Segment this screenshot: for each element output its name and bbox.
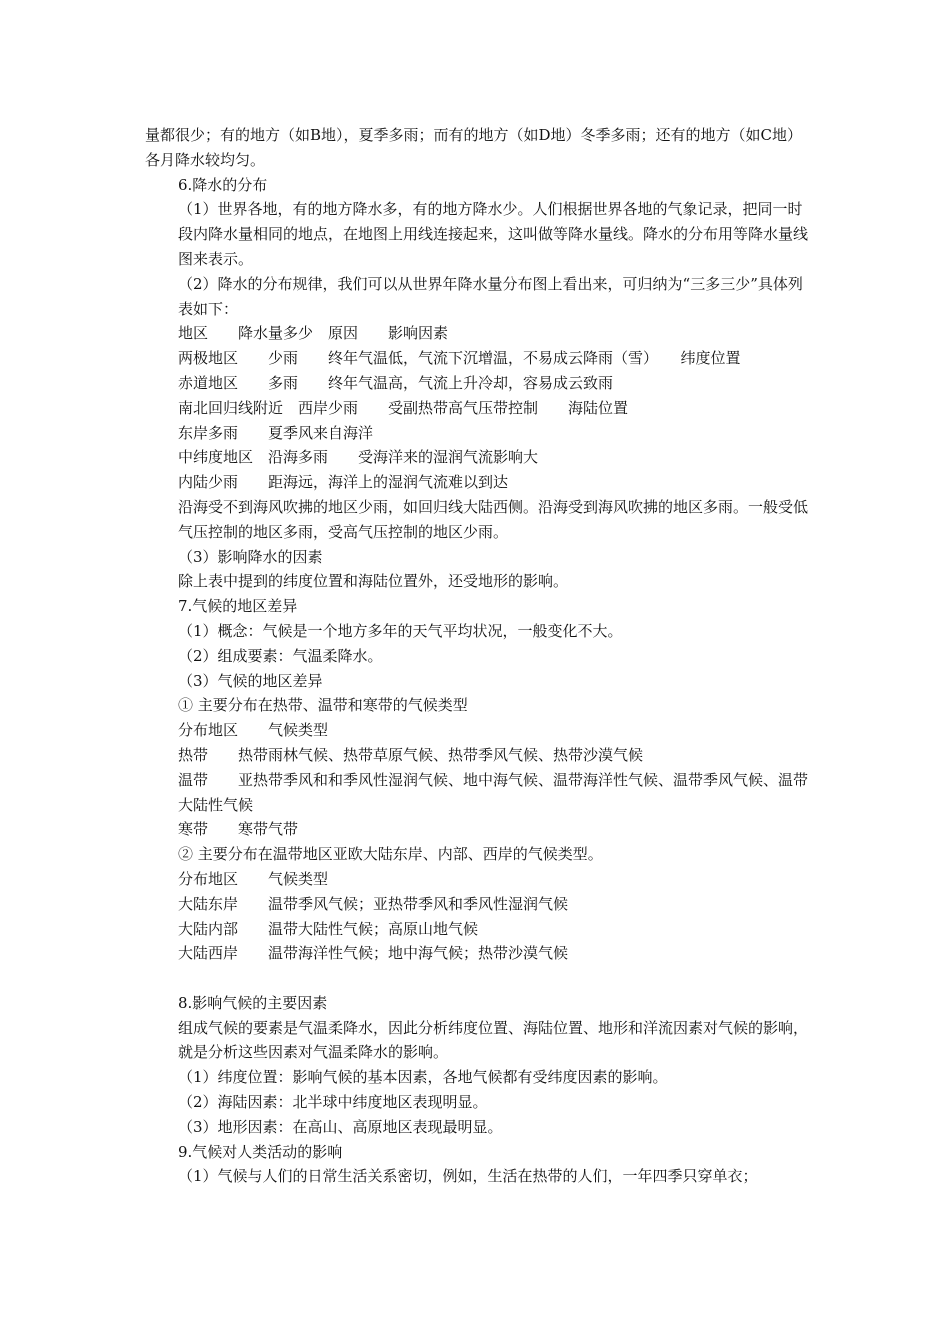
table-row: 热带 热带雨林气候、热带草原气候、热带季风气候、热带沙漠气候 <box>178 745 644 764</box>
paragraph: （1）气候与人们的日常生活关系密切，例如，生活在热带的人们，一年四季只穿单衣； <box>178 1167 758 1186</box>
paragraph: 除上表中提到的纬度位置和海陆位置外，还受地形的影响。 <box>178 572 569 591</box>
table-row: 两极地区 少雨 终年气温低，气流下沉增温，不易成云降雨（雪） 纬度位置 <box>178 349 741 368</box>
table-row: 大陆内部 温带大陆性气候；高原山地气候 <box>178 919 479 938</box>
paragraph: （2）降水的分布规律，我们可以从世界年降水量分布图上看出来，可归纳为“三多三少”具体列表如下： <box>178 274 803 318</box>
blank-line <box>145 966 817 991</box>
paragraph: （2）海陆因素：北半球中纬度地区表现明显。 <box>178 1093 488 1112</box>
paragraph: 组成气候的要素是气温柔降水，因此分析纬度位置、海陆位置、地形和洋流因素对气候的影响，就是分析这些因素对气温柔降水的影响。 <box>178 1018 809 1062</box>
paragraph: （2）组成要素：气温柔降水。 <box>178 646 383 665</box>
table-row: 赤道地区 多雨 终年气温高，气流上升冷却，容易成云致雨 <box>178 373 614 392</box>
paragraph: （1）概念：气候是一个地方多年的天气平均状况，一般变化不大。 <box>178 621 623 640</box>
section-heading: 8.影响气候的主要因素 <box>178 993 328 1012</box>
paragraph: （1）世界各地，有的地方降水多，有的地方降水少。人们根据世界各地的气象记录，把同一时段内降水量相同的地点，在地图上用线连接起来，这叫做等降水量线。降水的分布用等降水量线图来表示。 <box>178 200 809 268</box>
paragraph: （3）地形因素：在高山、高原地区表现最明显。 <box>178 1117 503 1136</box>
table-row: 大陆东岸 温带季风气候；亚热带季风和季风性湿润气候 <box>178 894 569 913</box>
paragraph: 沿海受不到海风吹拂的地区少雨，如回归线大陆西侧。沿海受到海风吹拂的地区多雨。一般受低气压控制的地区多雨，受高气压控制的地区少雨。 <box>178 497 809 541</box>
section-heading: 9.气候对人类活动的影响 <box>178 1142 343 1161</box>
table-row: 地区 降水量多少 原因 影响因素 <box>178 324 449 343</box>
table-row: 寒带 寒带气带 <box>178 820 299 839</box>
table-row: 内陆少雨 距海远，海洋上的湿润气流难以到达 <box>178 473 509 492</box>
table-row: 分布地区 气候类型 <box>178 721 329 740</box>
subheading: （3）气候的地区差异 <box>178 671 323 690</box>
table-row: 温带 亚热带季风和和季风性湿润气候、地中海气候、温带海洋性气候、温带季风气候、温带大陆性气候 <box>178 770 809 814</box>
table-row: 分布地区 气候类型 <box>178 869 329 888</box>
table-row: 中纬度地区 沿海多雨 受海洋来的湿润气流影响大 <box>178 448 539 467</box>
paragraph: ① 主要分布在热带、温带和寒带的气候类型 <box>178 696 468 715</box>
table-row: 大陆西岸 温带海洋性气候；地中海气候；热带沙漠气候 <box>178 944 569 963</box>
document-body <box>145 123 817 1189</box>
table-row: 南北回归线附近 西岸少雨 受副热带高气压带控制 海陆位置 <box>178 398 629 417</box>
section-heading: 7.气候的地区差异 <box>178 597 298 616</box>
section-heading: 6.降水的分布 <box>178 175 268 194</box>
paragraph: （1）纬度位置：影响气候的基本因素，各地气候都有受纬度因素的影响。 <box>178 1068 668 1087</box>
paragraph: ② 主要分布在温带地区亚欧大陆东岸、内部、西岸的气候类型。 <box>178 845 603 864</box>
paragraph: 量都很少；有的地方（如B地），夏季多雨；而有的地方（如D地）冬季多雨；还有的地方（如C地）各月降水较均匀。 <box>145 126 803 169</box>
table-row: 东岸多雨 夏季风来自海洋 <box>178 423 374 442</box>
subheading: （3）影响降水的因素 <box>178 547 323 566</box>
